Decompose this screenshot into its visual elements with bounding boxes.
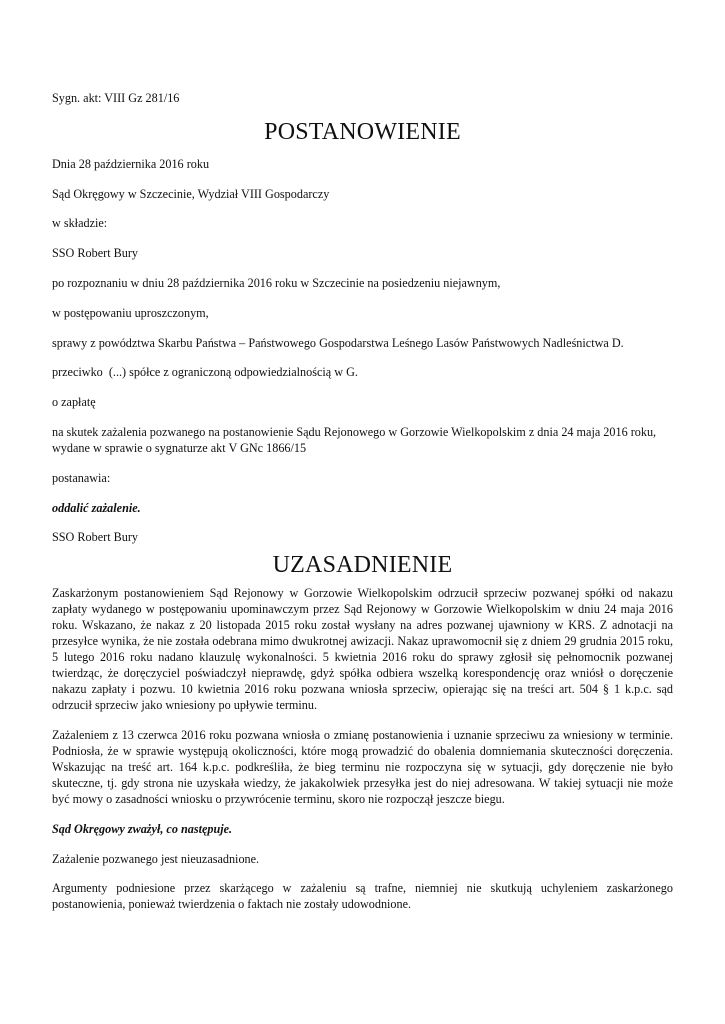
appeal-info: na skutek zażalenia pozwanego na postanowienie Sądu Rejonowego w Gorzowie Wielkopolskim z dnia 24 maja 2016 roku, wydane w sprawie o sygnaturze akt V GNc 1866/15 bbox=[52, 424, 657, 455]
justification-title: UZASADNIENIE bbox=[272, 552, 453, 579]
judge-name: SSO Robert Bury bbox=[52, 246, 138, 261]
case-claimant: sprawy z powództwa Skarbu Państwa – Państwowego Gospodarstwa Leśnego Lasów Państwowych Nadleśnictwa D. bbox=[52, 335, 624, 350]
hearing-info: po rozpoznaniu w dniu 28 października 2016 roku w Szczecinie na posiedzeniu niejawnym, bbox=[52, 275, 501, 290]
decides-label: postanawia: bbox=[52, 470, 111, 485]
decision-date: Dnia 28 października 2016 roku bbox=[52, 156, 210, 171]
document-page bbox=[52, 90, 673, 926]
court-name: Sąd Okręgowy w Szczecinie, Wydział VIII Gospodarczy bbox=[52, 186, 330, 201]
justification-paragraph-4: Argumenty podniesione przez skarżącego w zażaleniu są trafne, niemniej nie skutkują uchyleniem zaskarżonego postanowienia, ponieważ twierdzenia o faktach nie zostały udowodnione. bbox=[52, 881, 673, 912]
ruling: oddalić zażalenie. bbox=[52, 500, 141, 515]
justification-paragraph-3: Zażalenie pozwanego jest nieuzasadnione. bbox=[52, 851, 260, 866]
court-considered: Sąd Okręgowy zważył, co następuje. bbox=[52, 821, 233, 836]
justification-paragraph-2: Zażaleniem z 13 czerwca 2016 roku pozwana wniosła o zmianę postanowienia i uznanie sprzeciwu za wniesiony w terminie. Podniosła, że w sprawie występują okoliczności, które mogą prowadzić do obalenia domniemania skuteczności doręczenia. Wskazując na treść art. 164 k.p.c. podkreśliła, że bieg terminu nie rozpoczyna się w sytuacji, gdy doręczenie nie było skuteczne, tj. gdy strona nie uzyskała wiedzy, że jakakolwiek przesyłka jest do niej adresowana. W takiej sytuacji nie może być mowy o zasadności wniosku o przywrócenie terminu, skoro nie rozpoczął jeszcze biegu. bbox=[52, 727, 673, 806]
justification-paragraph-1: Zaskarżonym postanowieniem Sąd Rejonowy w Gorzowie Wielkopolskim odrzucił sprzeciw pozwanej spółki od nakazu zapłaty wydanego w postępowaniu upominawczym przez Sąd Rejonowy w Gorzowie Wielkopolskim w dniu 24 maja 2016 roku. Wskazano, że nakaz z 20 listopada 2015 roku został wysłany na adres pozwanej ujawniony w KRS. Z adnotacji na przesyłce wynika, że nie została odebrana mimo dwukrotnej awizacji. Nakaz uprawomocnił się z dniem 29 grudnia 2015 roku, 5 lutego 2016 roku nadano klauzulę wykonalności. 5 kwietnia 2016 roku do sprawy zgłosił się pełnomocnik pozwanej twierdząc, że doręczyciel poświadczył nieprawdę, gdyż spółka odbiera wszelką korespondencję oraz wniósł o doręczenie nakazu zapłaty i pozwu. 10 kwietnia 2016 roku pozwana wniosła sprzeciw, opierając się na treści art. 504 § 1 k.p.c. sąd odrzucił sprzeciw jako wniesiony po upływie terminu. bbox=[52, 586, 673, 713]
procedure-type: w postępowaniu uproszczonym, bbox=[52, 305, 209, 320]
composition-label: w składzie: bbox=[52, 216, 108, 231]
case-subject: o zapłatę bbox=[52, 395, 96, 410]
signature: SSO Robert Bury bbox=[52, 530, 138, 545]
case-number: Sygn. akt: VIII Gz 281/16 bbox=[52, 91, 180, 105]
decision-title: POSTANOWIENIE bbox=[264, 118, 461, 145]
case-defendant: przeciwko (...) spółce z ograniczoną odpowiedzialnością w G. bbox=[52, 365, 358, 380]
